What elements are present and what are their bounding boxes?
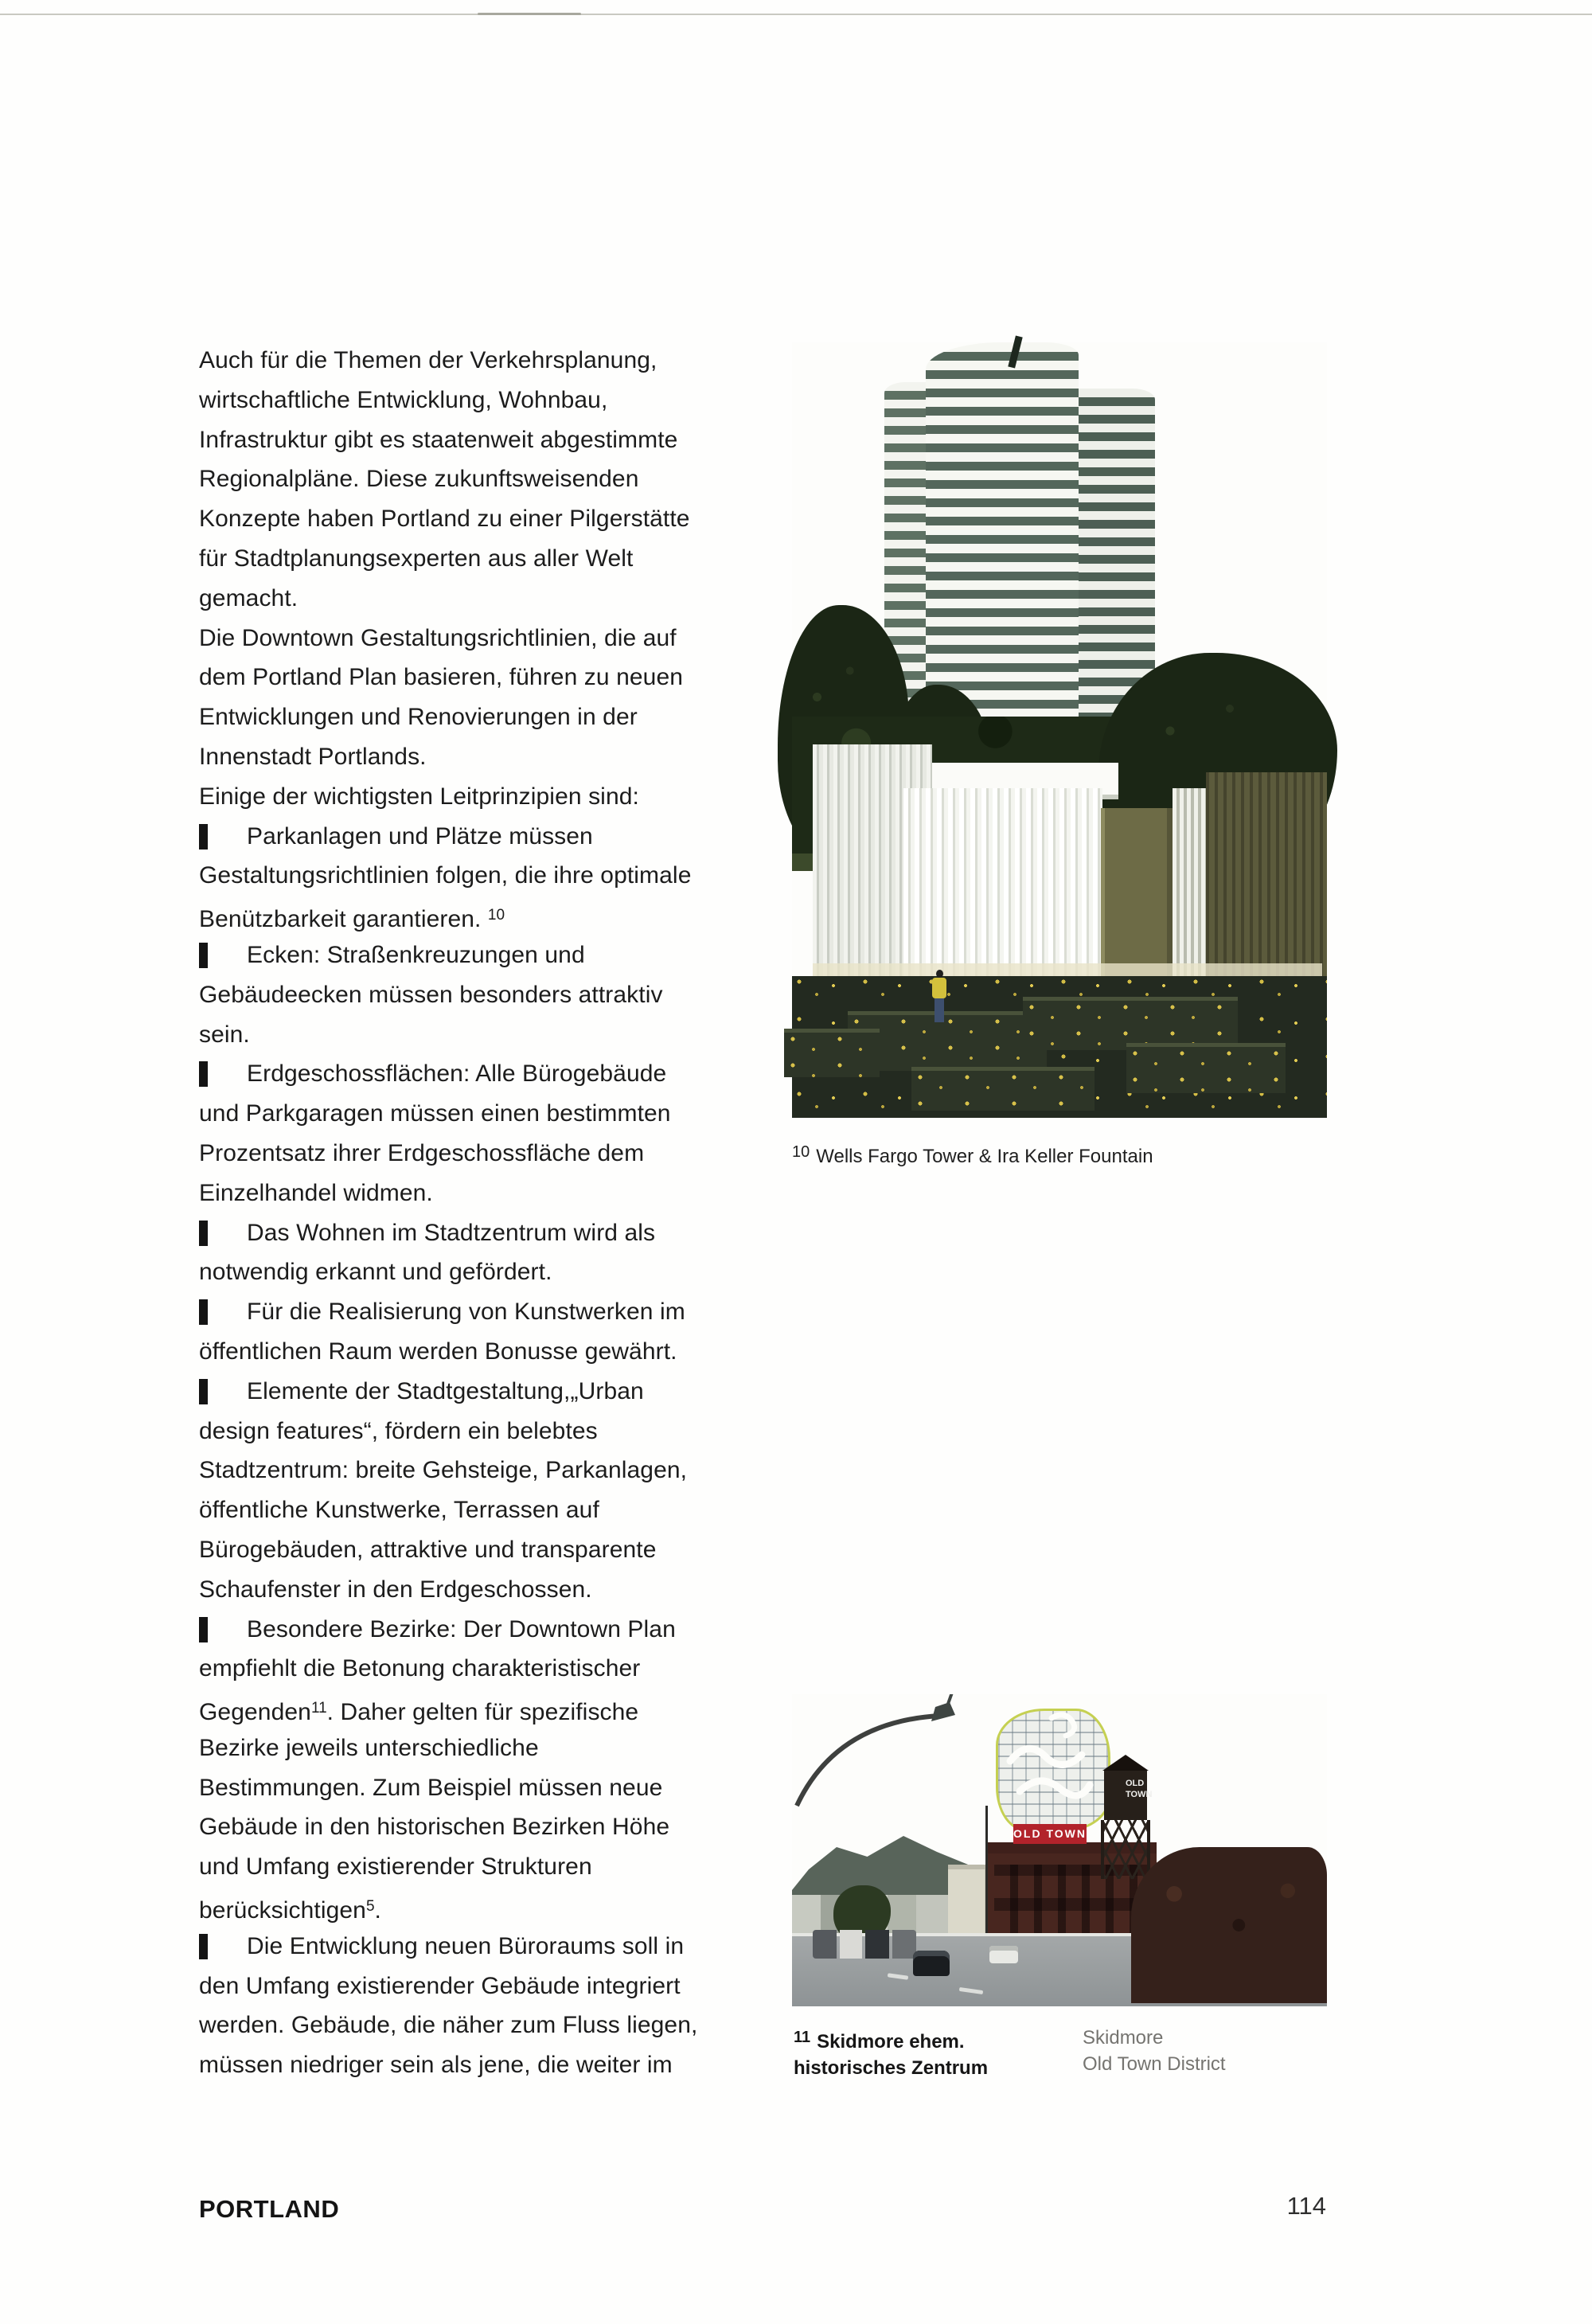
text-line: werden. Gebäude, die näher zum Fluss liegen,: [199, 2012, 698, 2039]
trees-right: [1131, 1847, 1327, 2003]
top-rule-dark-segment: [478, 13, 581, 15]
text-line: müssen niedriger sein als jene, die weiter im: [199, 2052, 673, 2079]
text-line: dem Portland Plan basieren, führen zu neuen: [199, 664, 684, 691]
top-rule: [0, 14, 1592, 15]
text-line: empfiehlt die Betonung charakteristischer: [199, 1655, 641, 1682]
text-line: Innenstadt Portlands.: [199, 743, 427, 770]
terrace-platform: [1126, 1043, 1286, 1093]
bullet-line: Elemente der Stadtgestaltung,„Urban: [199, 1372, 740, 1412]
text-line: Stadtzentrum: breite Gehsteige, Parkanlagen,: [199, 1457, 688, 1484]
text-line: den Umfang existierender Gebäude integriert: [199, 1972, 681, 1999]
bullet-line: Besondere Bezirke: Der Downtown Plan: [199, 1610, 740, 1650]
text-line: Einzelhandel widmen.: [199, 1179, 433, 1206]
text-line: für Stadtplanungsexperten aus aller Welt: [199, 545, 634, 572]
text-line: und Parkgaragen müssen einen bestimmten: [199, 1100, 671, 1127]
caption-figure-11-german: $^{11}$ Skidmore ehem. historisches Zentrum: [794, 2029, 989, 2079]
photo-wells-fargo-tower-fountain: [792, 342, 1327, 1118]
text-line: Gebäudeecken müssen besonders attraktiv: [199, 981, 663, 1008]
car-dark: [913, 1951, 950, 1976]
bullet-marker: [199, 824, 208, 850]
caption-10-number: 10: [792, 1143, 810, 1161]
bullet-marker: [199, 1221, 208, 1246]
text-column: [199, 341, 740, 2085]
bullet-marker: [199, 1061, 208, 1087]
water-tower-legs: [1101, 1820, 1150, 1879]
text-line: Benützbarkeit garantieren. $^{10}$: [199, 906, 505, 933]
car-white: [989, 1946, 1018, 1963]
waterfall-main: [903, 788, 1102, 987]
terrace-platform: [784, 1029, 880, 1077]
text-line: und Umfang existierender Strukturen: [199, 1853, 592, 1881]
text-line: Gegenden$^{11}$. Daher gelten für spezifische: [199, 1699, 639, 1726]
text-line: Auch für die Themen der Verkehrsplanung,: [199, 347, 657, 373]
footer-book-title: PORTLAND: [199, 2195, 340, 2223]
fountain-wall-right: [1206, 772, 1327, 985]
text-line: gemacht.: [199, 584, 298, 611]
text-line: öffentlichen Raum werden Bonusse gewährt.: [199, 1338, 677, 1365]
person-torso: [932, 978, 946, 998]
text-line: wirtschaftliche Entwicklung, Wohnbau,: [199, 386, 608, 413]
bullet-line: Für die Realisierung von Kunstwerken im: [199, 1292, 740, 1332]
page-number: 114: [1286, 2192, 1326, 2220]
bullet-line: Ecken: Straßenkreuzungen und: [199, 935, 740, 975]
caption-11-number: 11: [794, 2029, 811, 2046]
text-line: Konzepte haben Portland zu einer Pilgerstätte: [199, 506, 690, 533]
bullet-marker: [199, 1617, 208, 1642]
bullet-marker: [199, 943, 208, 968]
text-line: Einige der wichtigsten Leitprinzipien sind:: [199, 783, 639, 810]
text-line: Prozentsatz ihrer Erdgeschossfläche dem: [199, 1139, 645, 1166]
text-line: Infrastruktur gibt es staatenweit abgestimmte: [199, 426, 678, 453]
caption-10-text: Wells Fargo Tower & Ira Keller Fountain: [816, 1146, 1153, 1167]
water-glow: [813, 963, 1322, 976]
text-line: Bürogebäuden, attraktive und transparente: [199, 1536, 657, 1563]
bullet-line: Erdgeschossflächen: Alle Bürogebäude: [199, 1054, 740, 1094]
bullet-line: Das Wohnen im Stadtzentrum wird als: [199, 1213, 740, 1253]
text-line: Die Downtown Gestaltungsrichtlinien, die auf: [199, 624, 677, 651]
bullet-marker: [199, 1299, 208, 1325]
street-lamp-icon: [792, 1694, 999, 1822]
caption-figure-11-english: Skidmore Old Town District: [1083, 2027, 1226, 2075]
water-tower-tank: OLD TOWN: [1104, 1771, 1147, 1820]
text-line: notwendig erkannt und gefördert.: [199, 1259, 552, 1286]
bullet-line: Parkanlagen und Plätze müssen: [199, 817, 740, 857]
text-line: Regionalpläne. Diese zukunftsweisenden: [199, 466, 639, 493]
parked-cars: [813, 1930, 916, 1959]
caption-figure-10: [792, 1139, 1153, 1170]
text-line: Gebäude in den historischen Bezirken Höhe: [199, 1814, 670, 1841]
old-town-red-sign: OLD TOWN: [1013, 1824, 1087, 1844]
text-line: Entwicklungen und Renovierungen in der: [199, 704, 638, 731]
text-line: design features“, fördern ein belebtes: [199, 1417, 598, 1444]
white-building: [948, 1865, 989, 1939]
neon-script-icon: [996, 1709, 1106, 1826]
text-line: Schaufenster in den Erdgeschossen.: [199, 1576, 592, 1603]
person-legs: [935, 998, 944, 1022]
terrace-platform: [1023, 997, 1238, 1050]
concrete-monolith: [1101, 808, 1178, 985]
text-line: Bestimmungen. Zum Beispiel müssen neue: [199, 1774, 663, 1801]
text-line: berücksichtigen$^5$.: [199, 1897, 381, 1924]
bullet-marker: [199, 1379, 208, 1404]
bullet-line: Die Entwicklung neuen Büroraums soll in: [199, 1927, 740, 1967]
bullet-marker: [199, 1934, 208, 1959]
water-tower-roof: [1102, 1755, 1149, 1771]
person-head: [936, 970, 943, 978]
photo-skidmore-old-town: [792, 1694, 1327, 2006]
text-line: Gestaltungsrichtlinien folgen, die ihre optimale: [199, 862, 692, 889]
text-line: Bezirke jeweils unterschiedliche: [199, 1734, 539, 1761]
text-line: öffentliche Kunstwerke, Terrassen auf: [199, 1497, 599, 1524]
text-line: sein.: [199, 1021, 250, 1048]
terrace-platform: [911, 1067, 1094, 1111]
